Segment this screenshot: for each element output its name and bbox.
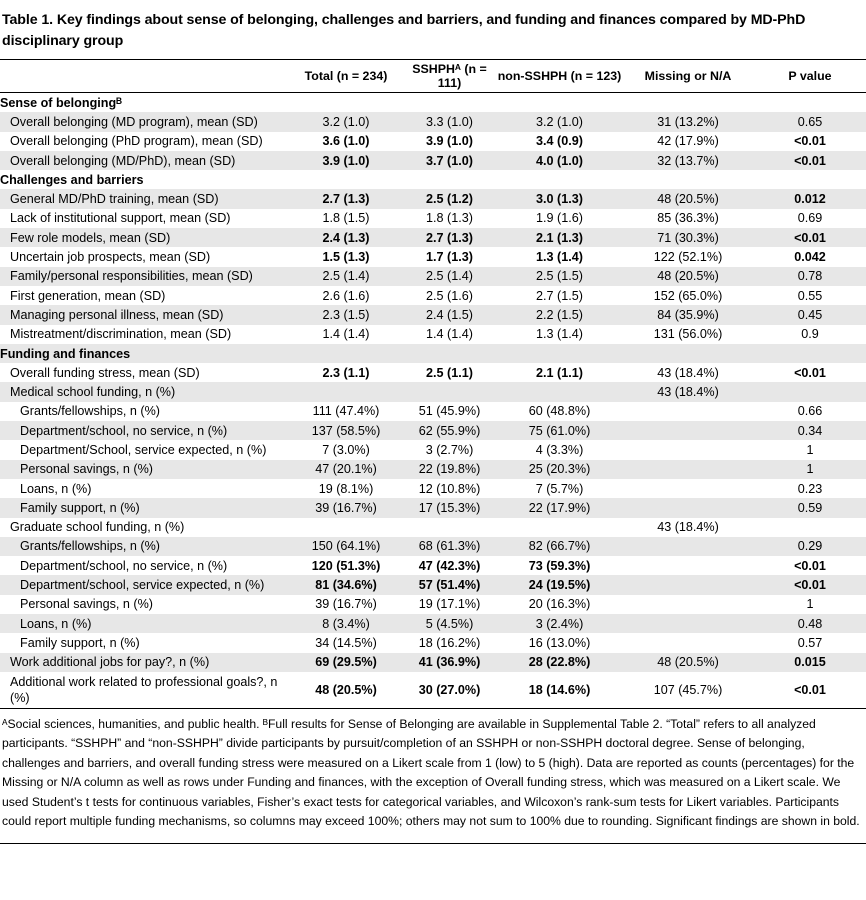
row-label: First generation, mean (SD) xyxy=(10,288,166,303)
section-label: Sense of belongingᴮ xyxy=(0,95,122,110)
cell-p-value: 0.45 xyxy=(754,305,866,324)
cell-total: 120 (51.3%) xyxy=(311,558,381,573)
cell-total: 1.5 (1.3) xyxy=(322,250,370,265)
table-row xyxy=(0,228,866,247)
cell-p-value: <0.01 xyxy=(754,228,866,247)
row-label: Family support, n (%) xyxy=(20,635,140,650)
cell-total: 2.7 (1.3) xyxy=(290,189,402,208)
cell-non-sshph: 4.0 (1.0) xyxy=(497,151,622,170)
cell-p-value: 0.78 xyxy=(754,267,866,286)
row-label: Few role models, mean (SD) xyxy=(0,228,290,247)
cell-sshph: 17 (15.3%) xyxy=(402,498,497,517)
cell-missing: 43 (18.4%) xyxy=(657,365,719,380)
cell-p-value: <0.01 xyxy=(754,575,866,594)
cell-missing: 48 (20.5%) xyxy=(622,267,754,286)
cell-total: 1.8 (1.5) xyxy=(322,211,370,226)
cell-missing: 71 (30.3%) xyxy=(622,228,754,247)
cell-missing xyxy=(622,575,754,594)
cell-sshph: 2.7 (1.3) xyxy=(402,228,497,247)
cell-p-value xyxy=(754,518,866,537)
cell-p-value: 0.66 xyxy=(797,404,823,419)
cell-p-value: 0.9 xyxy=(801,327,819,342)
cell-missing: 122 (52.1%) xyxy=(653,250,723,265)
cell-total: 3.6 (1.0) xyxy=(322,134,370,149)
cell-non-sshph: 1.3 (1.4) xyxy=(536,327,583,342)
table-title: Table 1. Key findings about sense of belonging, challenges and barriers, and funding and finances compared by MD-PhD disciplinary group xyxy=(2,12,806,49)
cell-p-value: 1 xyxy=(754,460,866,479)
cell-missing: 32 (13.7%) xyxy=(622,151,754,170)
table-row xyxy=(0,518,866,537)
cell-total: 2.3 (1.5) xyxy=(290,305,402,324)
section-label: Challenges and barriers xyxy=(0,172,144,187)
cell-missing: 84 (35.9%) xyxy=(622,305,754,324)
row-label: Family support, n (%) xyxy=(0,498,290,517)
cell-missing xyxy=(622,421,754,440)
table-row xyxy=(0,305,866,324)
cell-sshph: 3.7 (1.0) xyxy=(402,151,497,170)
cell-missing xyxy=(622,460,754,479)
cell-non-sshph: 75 (61.0%) xyxy=(497,421,622,440)
cell-total: 137 (58.5%) xyxy=(290,421,402,440)
table-row xyxy=(0,151,866,170)
row-label: Department/school, no service, n (%) xyxy=(20,558,228,573)
cell-non-sshph: 60 (48.8%) xyxy=(528,404,591,419)
cell-total: 39 (16.7%) xyxy=(315,597,377,612)
cell-sshph: 5 (4.5%) xyxy=(402,614,497,633)
table-row xyxy=(0,614,866,633)
cell-sshph: 47 (42.3%) xyxy=(418,558,481,573)
cell-p-value: 0.34 xyxy=(754,421,866,440)
header-non-sshph: non-SSHPH (n = 123) xyxy=(497,60,622,93)
table-row xyxy=(0,633,866,652)
row-label: Loans, n (%) xyxy=(20,481,92,496)
row-label: Overall belonging (MD program), mean (SD) xyxy=(0,112,290,131)
cell-total: 1.4 (1.4) xyxy=(322,327,370,342)
cell-sshph: 2.5 (1.6) xyxy=(426,288,473,303)
cell-p-value: <0.01 xyxy=(754,151,866,170)
row-label: General MD/PhD training, mean (SD) xyxy=(0,189,290,208)
cell-sshph: 2.5 (1.4) xyxy=(402,267,497,286)
cell-missing xyxy=(622,402,754,421)
cell-total: 69 (29.5%) xyxy=(290,653,402,672)
table-row xyxy=(0,672,866,708)
row-label: Personal savings, n (%) xyxy=(20,597,153,612)
row-label: Department/school, service expected, n (%) xyxy=(0,575,290,594)
row-label: Family/personal responsibilities, mean (SD) xyxy=(0,267,290,286)
cell-sshph: 2.5 (1.1) xyxy=(426,365,473,380)
cell-missing: 48 (20.5%) xyxy=(622,189,754,208)
table-row xyxy=(0,363,866,382)
cell-missing xyxy=(622,556,754,575)
cell-sshph: 41 (36.9%) xyxy=(402,653,497,672)
cell-non-sshph: 82 (66.7%) xyxy=(497,537,622,556)
cell-missing xyxy=(622,498,754,517)
cell-non-sshph: 2.7 (1.5) xyxy=(536,288,583,303)
cell-sshph xyxy=(402,518,497,537)
cell-sshph: 19 (17.1%) xyxy=(418,597,481,612)
row-label: Managing personal illness, mean (SD) xyxy=(0,305,290,324)
cell-total: 7 (3.0%) xyxy=(322,442,370,457)
cell-non-sshph: 3.2 (1.0) xyxy=(497,112,622,131)
cell-total: 2.4 (1.3) xyxy=(290,228,402,247)
cell-total: 39 (16.7%) xyxy=(290,498,402,517)
cell-sshph: 3.9 (1.0) xyxy=(426,134,473,149)
cell-non-sshph: 3.4 (0.9) xyxy=(536,134,583,149)
cell-non-sshph: 18 (14.6%) xyxy=(528,682,591,697)
cell-missing xyxy=(622,595,754,614)
table-row xyxy=(0,402,866,421)
row-label: Department/school, no service, n (%) xyxy=(0,421,290,440)
cell-non-sshph: 3 (2.4%) xyxy=(497,614,622,633)
cell-non-sshph xyxy=(497,518,622,537)
cell-sshph xyxy=(402,382,497,401)
row-label: Overall funding stress, mean (SD) xyxy=(10,365,200,380)
cell-total xyxy=(290,518,402,537)
cell-p-value: 0.015 xyxy=(754,653,866,672)
cell-missing xyxy=(622,614,754,633)
section-row xyxy=(0,93,866,113)
table-row xyxy=(0,189,866,208)
table-row xyxy=(0,247,866,266)
section-row xyxy=(0,170,866,189)
cell-missing xyxy=(622,440,754,459)
cell-non-sshph: 2.5 (1.5) xyxy=(497,267,622,286)
row-label: Grants/fellowships, n (%) xyxy=(0,537,290,556)
cell-sshph: 57 (51.4%) xyxy=(402,575,497,594)
cell-missing xyxy=(622,633,754,652)
table-row xyxy=(0,479,866,498)
cell-non-sshph: 22 (17.9%) xyxy=(497,498,622,517)
table-row xyxy=(0,653,866,672)
cell-non-sshph: 24 (19.5%) xyxy=(497,575,622,594)
row-label: Department/School, service expected, n (%) xyxy=(20,442,267,457)
cell-missing: 107 (45.7%) xyxy=(653,682,723,697)
cell-p-value: 1 xyxy=(806,597,814,612)
cell-sshph: 62 (55.9%) xyxy=(402,421,497,440)
cell-non-sshph: 20 (16.3%) xyxy=(528,597,591,612)
row-label: Mistreatment/discrimination, mean (SD) xyxy=(10,327,232,342)
cell-total: 2.5 (1.4) xyxy=(290,267,402,286)
row-label: Personal savings, n (%) xyxy=(0,460,290,479)
cell-non-sshph xyxy=(497,382,622,401)
cell-p-value: 1 xyxy=(806,442,814,457)
cell-non-sshph: 28 (22.8%) xyxy=(497,653,622,672)
cell-p-value: 0.59 xyxy=(754,498,866,517)
table-row xyxy=(0,132,866,151)
cell-missing: 85 (36.3%) xyxy=(657,211,719,226)
cell-p-value: 0.65 xyxy=(754,112,866,131)
cell-non-sshph: 7 (5.7%) xyxy=(535,481,584,496)
row-label: Loans, n (%) xyxy=(0,614,290,633)
row-label: Work additional jobs for pay?, n (%) xyxy=(0,653,290,672)
table-row xyxy=(0,440,866,459)
cell-total: 150 (64.1%) xyxy=(290,537,402,556)
table-row xyxy=(0,325,866,344)
cell-total: 3.9 (1.0) xyxy=(290,151,402,170)
row-label: Medical school funding, n (%) xyxy=(0,382,290,401)
cell-missing: 43 (18.4%) xyxy=(657,520,719,535)
cell-sshph: 22 (19.8%) xyxy=(402,460,497,479)
cell-non-sshph: 2.2 (1.5) xyxy=(497,305,622,324)
cell-sshph: 1.7 (1.3) xyxy=(426,250,473,265)
cell-missing: 48 (20.5%) xyxy=(622,653,754,672)
cell-total: 3.2 (1.0) xyxy=(290,112,402,131)
row-label: Graduate school funding, n (%) xyxy=(10,520,185,535)
cell-total: 2.3 (1.1) xyxy=(322,365,370,380)
cell-sshph: 3.3 (1.0) xyxy=(402,112,497,131)
cell-sshph: 2.4 (1.5) xyxy=(402,305,497,324)
cell-total: 81 (34.6%) xyxy=(290,575,402,594)
header-label xyxy=(0,60,290,93)
cell-p-value: <0.01 xyxy=(794,558,826,573)
cell-total: 47 (20.1%) xyxy=(290,460,402,479)
cell-sshph: 51 (45.9%) xyxy=(418,404,481,419)
row-label: Additional work related to professional goals?, n (%) xyxy=(10,674,278,705)
cell-p-value: 0.012 xyxy=(754,189,866,208)
section-row xyxy=(0,344,866,363)
cell-p-value: <0.01 xyxy=(794,365,826,380)
cell-missing xyxy=(622,479,754,498)
cell-p-value: 0.55 xyxy=(797,288,823,303)
cell-non-sshph: 25 (20.3%) xyxy=(497,460,622,479)
row-label: Overall belonging (PhD program), mean (SD) xyxy=(10,134,263,149)
table-row xyxy=(0,537,866,556)
section-label: Funding and finances xyxy=(0,344,866,363)
cell-sshph: 30 (27.0%) xyxy=(418,682,481,697)
cell-total: 2.6 (1.6) xyxy=(322,288,370,303)
cell-non-sshph: 4 (3.3%) xyxy=(535,442,584,457)
cell-total: 111 (47.4%) xyxy=(312,404,380,419)
cell-non-sshph: 3.0 (1.3) xyxy=(497,189,622,208)
cell-missing: 31 (13.2%) xyxy=(622,112,754,131)
cell-non-sshph: 2.1 (1.3) xyxy=(497,228,622,247)
cell-p-value xyxy=(754,382,866,401)
cell-missing: 43 (18.4%) xyxy=(622,382,754,401)
cell-sshph: 1.4 (1.4) xyxy=(426,327,473,342)
row-label: Grants/fellowships, n (%) xyxy=(20,404,160,419)
header-p-value: P value xyxy=(754,60,866,93)
row-label: Overall belonging (MD/PhD), mean (SD) xyxy=(0,151,290,170)
cell-total: 19 (8.1%) xyxy=(318,481,374,496)
table-row xyxy=(0,595,866,614)
header-missing: Missing or N/A xyxy=(622,60,754,93)
table-row xyxy=(0,267,866,286)
cell-sshph: 18 (16.2%) xyxy=(418,635,481,650)
table-row xyxy=(0,575,866,594)
cell-p-value: <0.01 xyxy=(794,682,826,697)
cell-missing: 152 (65.0%) xyxy=(653,288,723,303)
cell-sshph: 68 (61.3%) xyxy=(402,537,497,556)
cell-non-sshph: 1.3 (1.4) xyxy=(536,250,583,265)
cell-total xyxy=(290,382,402,401)
table-body xyxy=(0,93,866,708)
header-sshph: SSHPHᴬ (n = 111) xyxy=(402,60,497,93)
row-label: Uncertain job prospects, mean (SD) xyxy=(10,250,211,265)
cell-p-value: 0.29 xyxy=(754,537,866,556)
cell-sshph: 2.5 (1.2) xyxy=(402,189,497,208)
cell-non-sshph: 73 (59.3%) xyxy=(528,558,591,573)
cell-total: 8 (3.4%) xyxy=(290,614,402,633)
table-row xyxy=(0,112,866,131)
cell-missing: 131 (56.0%) xyxy=(653,327,723,342)
row-label: Lack of institutional support, mean (SD) xyxy=(10,211,231,226)
table-row xyxy=(0,421,866,440)
cell-sshph: 1.8 (1.3) xyxy=(426,211,473,226)
cell-p-value: 0.48 xyxy=(754,614,866,633)
cell-missing xyxy=(622,537,754,556)
findings-table xyxy=(0,60,866,708)
cell-total: 34 (14.5%) xyxy=(315,635,377,650)
cell-p-value: 0.042 xyxy=(794,250,826,265)
cell-sshph: 3 (2.7%) xyxy=(425,442,474,457)
cell-total: 48 (20.5%) xyxy=(315,682,377,697)
cell-non-sshph: 2.1 (1.1) xyxy=(536,365,583,380)
cell-p-value: 0.69 xyxy=(797,211,823,226)
table-row xyxy=(0,460,866,479)
table-row xyxy=(0,286,866,305)
header-total: Total (n = 234) xyxy=(290,60,402,93)
cell-p-value: 0.57 xyxy=(797,635,823,650)
end-rule xyxy=(0,843,866,844)
cell-missing: 42 (17.9%) xyxy=(657,134,719,149)
header-row xyxy=(0,60,866,93)
table-footnote: ᴬSocial sciences, humanities, and public health. ᴮFull results for Sense of Belonging are available in Supplemental Table 2. “Total” refers to all analyzed participants. “SSHPH” and “non-SSHPH” divide participants by pursuit/completion of an SSHPH or non-SSHPH doctoral degree. Sense of belonging, challenges and barriers, and overall funding stress were measured on a Likert scale from 1 (low) to 5 (high). Data are reported as counts (percentages) for the Missing or N/A column as well as rows under Funding and finances, with the exception of Overall funding stress, which was measured on a Likert scale. We used Student’s t tests for continuous variables, Fisher’s exact tests for categorical variables, and Wilcoxon’s rank-sum tests for Likert variables. Participants could report multiple funding mechanisms, so columns may exceed 100%; others may not sum to 100% due to rounding. Significant findings are shown in bold. xyxy=(2,716,860,829)
table-row xyxy=(0,556,866,575)
cell-non-sshph: 16 (13.0%) xyxy=(528,635,591,650)
table-row xyxy=(0,209,866,228)
cell-non-sshph: 1.9 (1.6) xyxy=(536,211,583,226)
cell-sshph: 12 (10.8%) xyxy=(418,481,481,496)
table-row xyxy=(0,498,866,517)
cell-p-value: 0.23 xyxy=(797,481,823,496)
table-row xyxy=(0,382,866,401)
cell-p-value: <0.01 xyxy=(794,134,826,149)
